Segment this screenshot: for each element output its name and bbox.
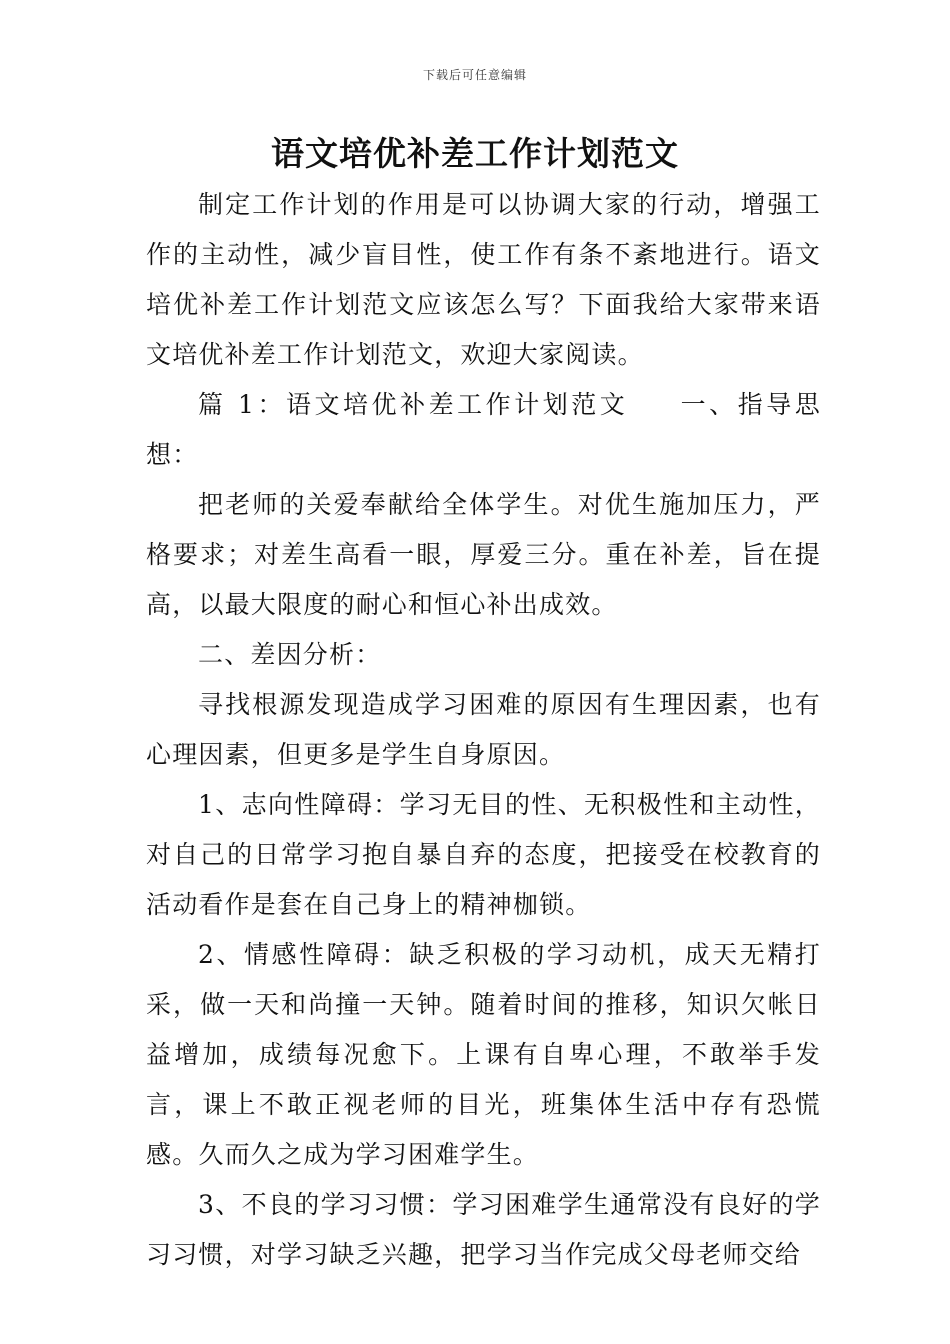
paragraph-item-2: 2、情感性障碍：缺乏积极的学习动机，成天无精打采，做一天和尚撞一天钟。随着时间的推移，知识欠帐日益增加，成绩每况愈下。上课有自卑心理，不敢举手发言，课上不敢正视老师的目光，班集体生活中存有恐慌感。久而久之成为学习困难学生。: [146, 940, 821, 1169]
paragraph-item-1: 1、志向性障碍：学习无目的性、无积极性和主动性，对自己的日常学习抱自暴自弃的态度，把接受在校教育的活动看作是套在自己身上的精神枷锁。: [146, 790, 821, 919]
paragraph-analysis: 寻找根源发现造成学习困难的原因有生理因素，也有心理因素，但更多是学生自身原因。: [146, 690, 821, 769]
document-title: 语文培优补差工作计划范文: [271, 134, 679, 173]
document-body: [146, 180, 821, 1280]
paragraph-item-3: 3、不良的学习习惯：学习困难学生通常没有良好的学习习惯，对学习缺乏兴趣，把学习当作完成父母老师交给: [146, 1190, 821, 1269]
paragraph-guiding: 把老师的关爱奉献给全体学生。对优生施加压力，严格要求；对差生高看一眼，厚爱三分。重在补差，旨在提高，以最大限度的耐心和恒心补出成效。: [146, 490, 821, 619]
section-title: 篇 1：语文培优补差工作计划范文: [198, 390, 629, 419]
paragraph-intro: 制定工作计划的作用是可以协调大家的行动，增强工作的主动性，减少盲目性，使工作有条不紊地进行。语文培优补差工作计划范文应该怎么写？下面我给大家带来语文培优补差工作计划范文，欢迎大家阅读。: [146, 190, 821, 369]
section-subheading: 一、指导思想：: [146, 390, 821, 469]
header-note: 下载后可任意编辑: [422, 68, 527, 82]
paragraph-section-heading: [146, 380, 821, 480]
paragraph-heading-analysis: 二、差因分析：: [198, 640, 382, 669]
